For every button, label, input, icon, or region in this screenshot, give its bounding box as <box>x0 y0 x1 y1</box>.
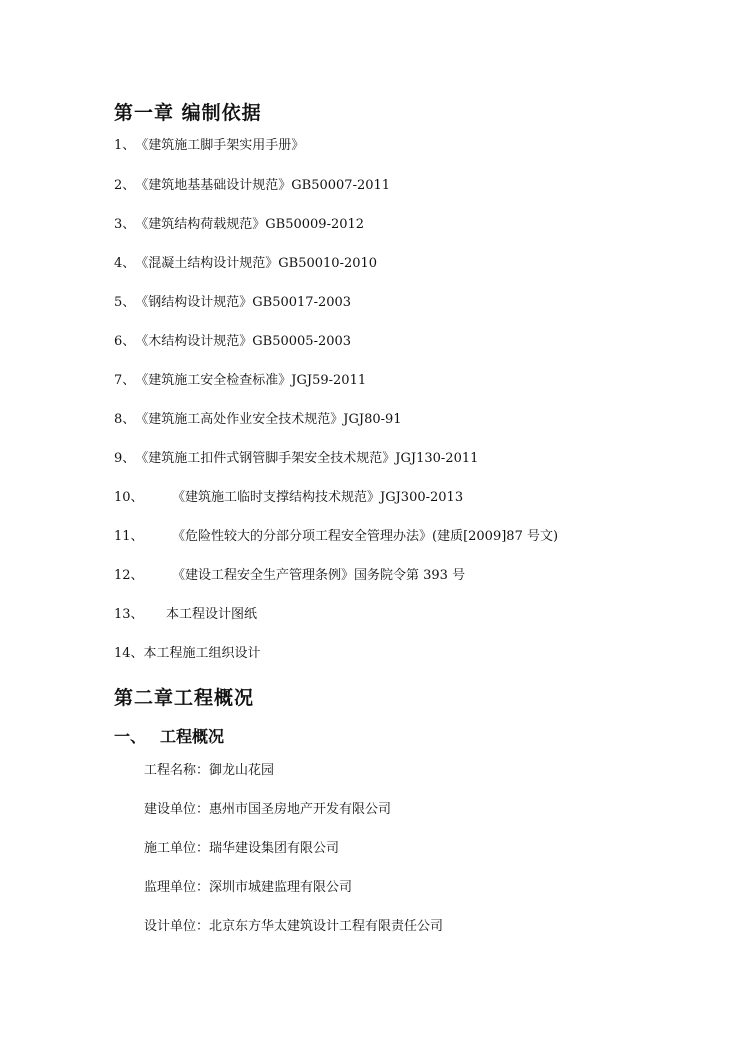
info-value: 北京东方华太建筑设计工程有限责任公司 <box>209 919 444 934</box>
info-label: 设计单位： <box>144 919 210 934</box>
info-label: 施工单位： <box>144 841 210 856</box>
reference-item-13 <box>114 606 257 624</box>
reference-number: 3、 <box>114 217 136 232</box>
reference-text: 《建筑施工扣件式钢管脚手架安全技术规范》JGJ130-2011 <box>135 451 479 466</box>
chapter-1-title: 第一章 编制依据 <box>114 102 262 124</box>
reference-number: 8、 <box>114 412 136 427</box>
reference-text: 《建筑结构荷载规范》GB50009-2012 <box>135 217 365 232</box>
reference-text: 《建筑施工临时支撑结构技术规范》JGJ300-2013 <box>172 490 464 505</box>
reference-item-5 <box>114 294 351 312</box>
reference-item-10 <box>114 489 463 507</box>
reference-item-2 <box>114 177 390 195</box>
reference-text: 《建筑地基基础设计规范》GB50007-2011 <box>135 178 391 193</box>
project-info-supervisor <box>144 879 352 897</box>
chapter-2-title: 第二章工程概况 <box>114 687 255 709</box>
project-info-developer <box>144 801 391 819</box>
section-number: 一、 <box>114 727 147 746</box>
reference-number: 10、 <box>114 490 144 505</box>
reference-text: 《危险性较大的分部分项工程安全管理办法》(建质[2009]87 号文) <box>172 529 559 544</box>
reference-number: 13、 <box>114 607 144 622</box>
info-label: 监理单位： <box>144 880 210 895</box>
reference-text: 《钢结构设计规范》GB50017-2003 <box>135 295 352 310</box>
info-label: 工程名称： <box>144 763 210 778</box>
reference-number: 4、 <box>114 256 136 271</box>
project-info-designer <box>144 918 443 936</box>
reference-text: 《建筑施工高处作业安全技术规范》JGJ80-91 <box>135 412 402 427</box>
info-value: 深圳市城建监理有限公司 <box>209 880 353 895</box>
reference-item-3 <box>114 216 364 234</box>
reference-text: 本工程设计图纸 <box>166 607 258 622</box>
section-title: 工程概况 <box>160 727 225 746</box>
reference-number: 1、 <box>114 138 136 153</box>
reference-item-7 <box>114 372 366 390</box>
reference-item-6 <box>114 333 351 351</box>
reference-number: 9、 <box>114 451 136 466</box>
reference-text: 《木结构设计规范》GB50005-2003 <box>135 334 352 349</box>
reference-number: 7、 <box>114 373 136 388</box>
info-value: 瑞华建设集团有限公司 <box>209 841 340 856</box>
reference-item-12 <box>114 567 465 585</box>
info-label: 建设单位： <box>144 802 210 817</box>
reference-item-11 <box>114 528 558 546</box>
reference-number: 14、 <box>114 646 144 661</box>
reference-number: 6、 <box>114 334 136 349</box>
section-heading <box>114 724 224 747</box>
reference-text: 《建筑施工脚手架实用手册》 <box>135 138 305 153</box>
reference-item-4 <box>114 255 377 273</box>
info-value: 惠州市国圣房地产开发有限公司 <box>209 802 392 817</box>
reference-text: 《建设工程安全生产管理条例》国务院令第 393 号 <box>172 568 466 583</box>
reference-item-1 <box>114 137 304 155</box>
reference-item-9 <box>114 450 478 468</box>
info-value: 御龙山花园 <box>209 763 275 778</box>
reference-text: 本工程施工组织设计 <box>143 646 261 661</box>
reference-number: 11、 <box>114 529 144 544</box>
reference-number: 2、 <box>114 178 136 193</box>
reference-item-14 <box>114 645 261 663</box>
reference-text: 《混凝土结构设计规范》GB50010-2010 <box>135 256 378 271</box>
reference-number: 12、 <box>114 568 144 583</box>
reference-text: 《建筑施工安全检查标准》JGJ59-2011 <box>135 373 367 388</box>
reference-number: 5、 <box>114 295 136 310</box>
project-info-contractor <box>144 840 339 858</box>
reference-item-8 <box>114 411 402 429</box>
project-info-name <box>144 762 274 780</box>
